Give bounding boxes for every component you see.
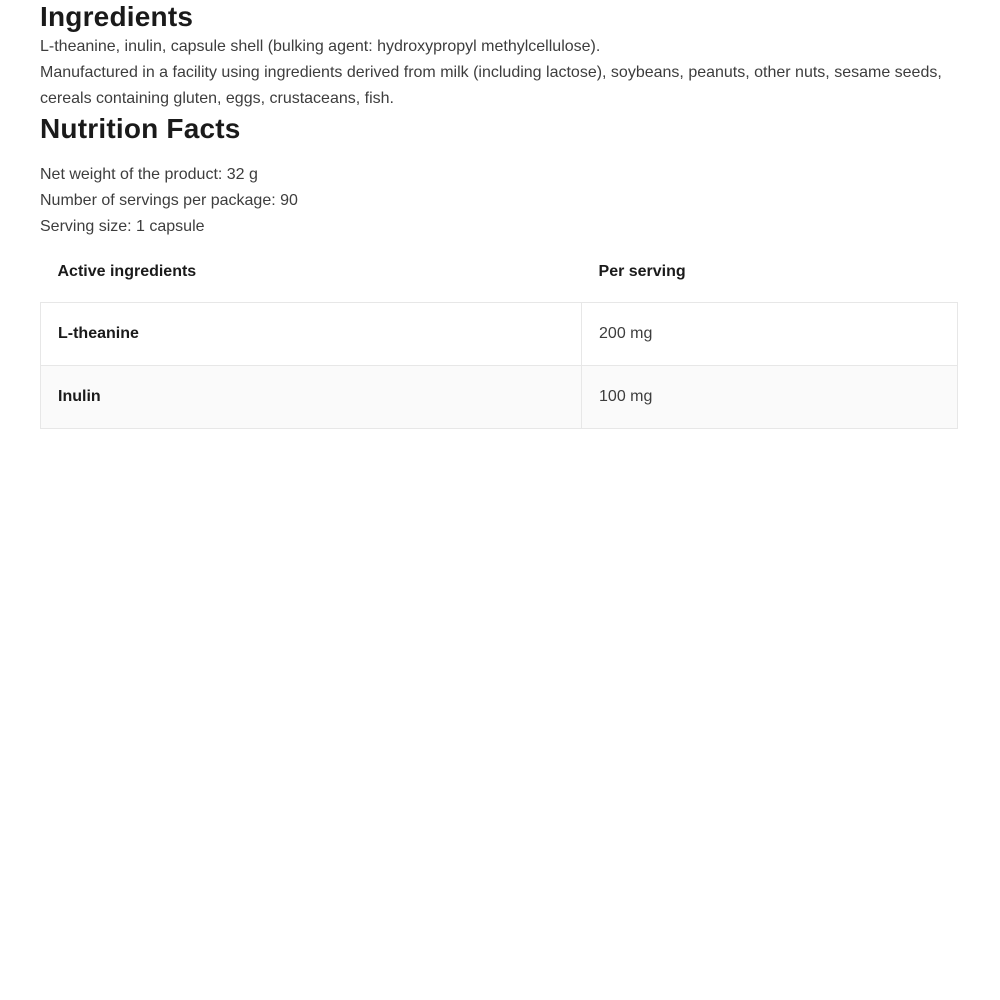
serving-size-line: Serving size: 1 capsule (40, 218, 205, 235)
product-details-section (0, 0, 1000, 429)
nutrition-facts-heading: Nutrition Facts (40, 113, 241, 144)
column-header-per-serving: Per serving (598, 263, 686, 280)
ingredient-name-cell: Inulin (41, 366, 582, 429)
allergen-notice: Manufactured in a facility using ingredients derived from milk (including lactose), soybeans, peanuts, other nuts, sesame seeds, cereals containing gluten, eggs, crustaceans, fish. (40, 64, 942, 107)
table-header-row (41, 254, 958, 303)
net-weight-line: Net weight of the product: 32 g (40, 166, 258, 183)
servings-per-package-line: Number of servings per package: 90 (40, 192, 298, 209)
table-row (41, 303, 958, 366)
per-serving-value-cell: 100 mg (582, 366, 958, 429)
table-row (41, 366, 958, 429)
ingredient-name-cell: L-theanine (41, 303, 582, 366)
ingredients-heading: Ingredients (40, 1, 194, 32)
active-ingredients-table (40, 254, 958, 429)
column-header-active-ingredients: Active ingredients (57, 263, 197, 280)
per-serving-value-cell: 200 mg (582, 303, 958, 366)
nutrition-details (40, 162, 958, 240)
ingredients-composition: L-theanine, inulin, capsule shell (bulking agent: hydroxypropyl methylcellulose). (40, 38, 601, 55)
